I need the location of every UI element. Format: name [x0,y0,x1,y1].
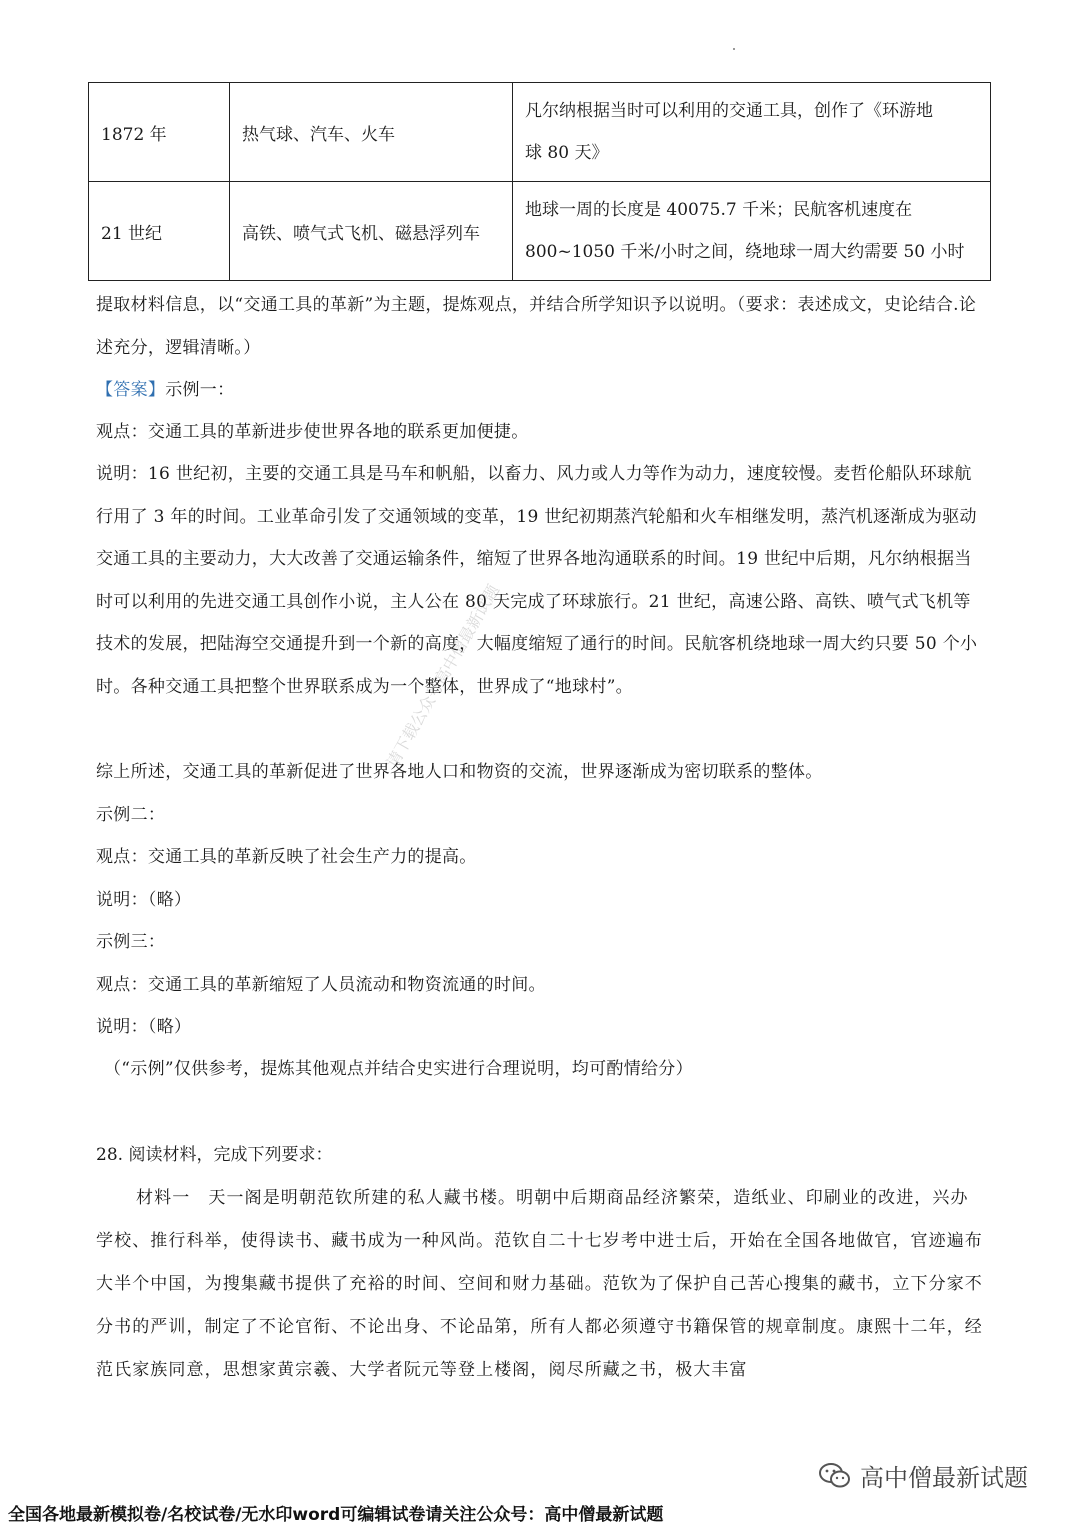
example1-explain: 说明：16 世纪初，主要的交通工具是马车和帆船，以畜力、风力或人力等作为动力，速度较慢。麦哲伦船队环球航行用了 3 年的时间。工业革命引发了交通领域的变革，19 世纪初期蒸汽轮船和火车相继发明，蒸汽机逐渐成为驱动交通工具的主要动力，大大改善了交通运输条件，缩短了世界各地沟通联系的时间。19 世纪中后期，凡尔纳根据当时可以利用的先进交通工具创作小说，主人公在 80 天完成了环球旅行。21 世纪，高速公路、高铁、喷气式飞机等技术的发展，把陆海空交通提升到一个新的高度，大幅度缩短了通行的时间。民航客机绕地球一周大约只要 50 个小时。各种交通工具把整个世界联系成为一个整体，世界成了“地球村”。 [96,464,978,697]
note-cell [513,83,991,182]
note-line: 凡尔纳根据当时可以利用的交通工具，创作了《环游地 [525,101,933,121]
example2-view: 观点：交通工具的革新反映了社会生产力的提高。 [96,847,477,867]
answer-tag: 【答案】 [96,380,166,400]
material-1: 材料一 天一阁是明朝范钦所建的私人藏书楼。明朝中后期商品经济繁荣，造纸业、印刷业的改进，兴办学校、推行科举，使得读书、藏书成为一种风尚。范钦自二十七岁考中进士后，开始在全国各地做官，官迹遍布大半个中国，为搜集藏书提供了充裕的时间、空间和财力基础。范钦为了保护自己苦心搜集的藏书，立下分家不分书的严训，制定了不论官衔、不论出身、不论品第，所有人都必须遵守书籍保管的规章制度。康熙十二年，经范氏家族同意，思想家黄宗羲、大学者阮元等登上楼阁，阅尽所藏之书，极大丰富 [96,1188,983,1380]
note-line: 球 80 天》 [525,143,609,163]
example2-explain: 说明：（略） [96,890,192,910]
note-line: 800~1050 千米/小时之间，绕地球一周大约需要 50 小时 [525,242,965,262]
example3-label: 示例三： [96,932,166,952]
example1-view: 观点：交通工具的革新进步使世界各地的联系更加便捷。 [96,422,529,442]
table-row [89,83,991,182]
year-cell: 21 世纪 [89,182,230,281]
brand-mark [818,1458,1028,1493]
year-cell: 1872 年 [89,83,230,182]
question-28-title: 28. 阅读材料，完成下列要求： [96,1145,333,1165]
note-cell [513,182,991,281]
note-line: 地球一周的长度是 40075.7 千米；民航客机速度在 [525,200,913,220]
brand-name: 高中僧最新试题 [860,1464,1028,1492]
example3-view: 观点：交通工具的革新缩短了人员流动和物资流通的时间。 [96,975,546,995]
transport-cell: 热气球、汽车、火车 [230,83,513,182]
wechat-icon [818,1461,852,1491]
example3-explain: 说明：（略） [96,1017,192,1037]
watermark: 请下载公众号高中僧最新试题 [382,581,504,771]
transport-cell: 高铁、喷气式飞机、磁悬浮列车 [230,182,513,281]
footer-text: 全国各地最新模拟卷/名校试卷/无水印word可编辑试卷请关注公众号：高中僧最新试题 [8,1505,664,1525]
table-row [89,182,991,281]
example1-summary: 综上所述，交通工具的革新促进了世界各地人口和物资的交流，世界逐渐成为密切联系的整体。 [96,762,823,782]
scan-speck [733,48,735,50]
example2-label: 示例二： [96,805,166,825]
answer-heading [96,369,986,412]
answer-note: （“示例”仅供参考，提炼其他观点并结合史实进行合理说明，均可酌情给分） [104,1059,693,1079]
example1-label: 示例一： [165,380,235,400]
transport-table [88,82,991,281]
question-text: 提取材料信息，以“交通工具的革新”为主题，提炼观点，并结合所学知识予以说明。（要求：表述成文，史论结合.论述充分，逻辑清晰。） [96,295,977,358]
